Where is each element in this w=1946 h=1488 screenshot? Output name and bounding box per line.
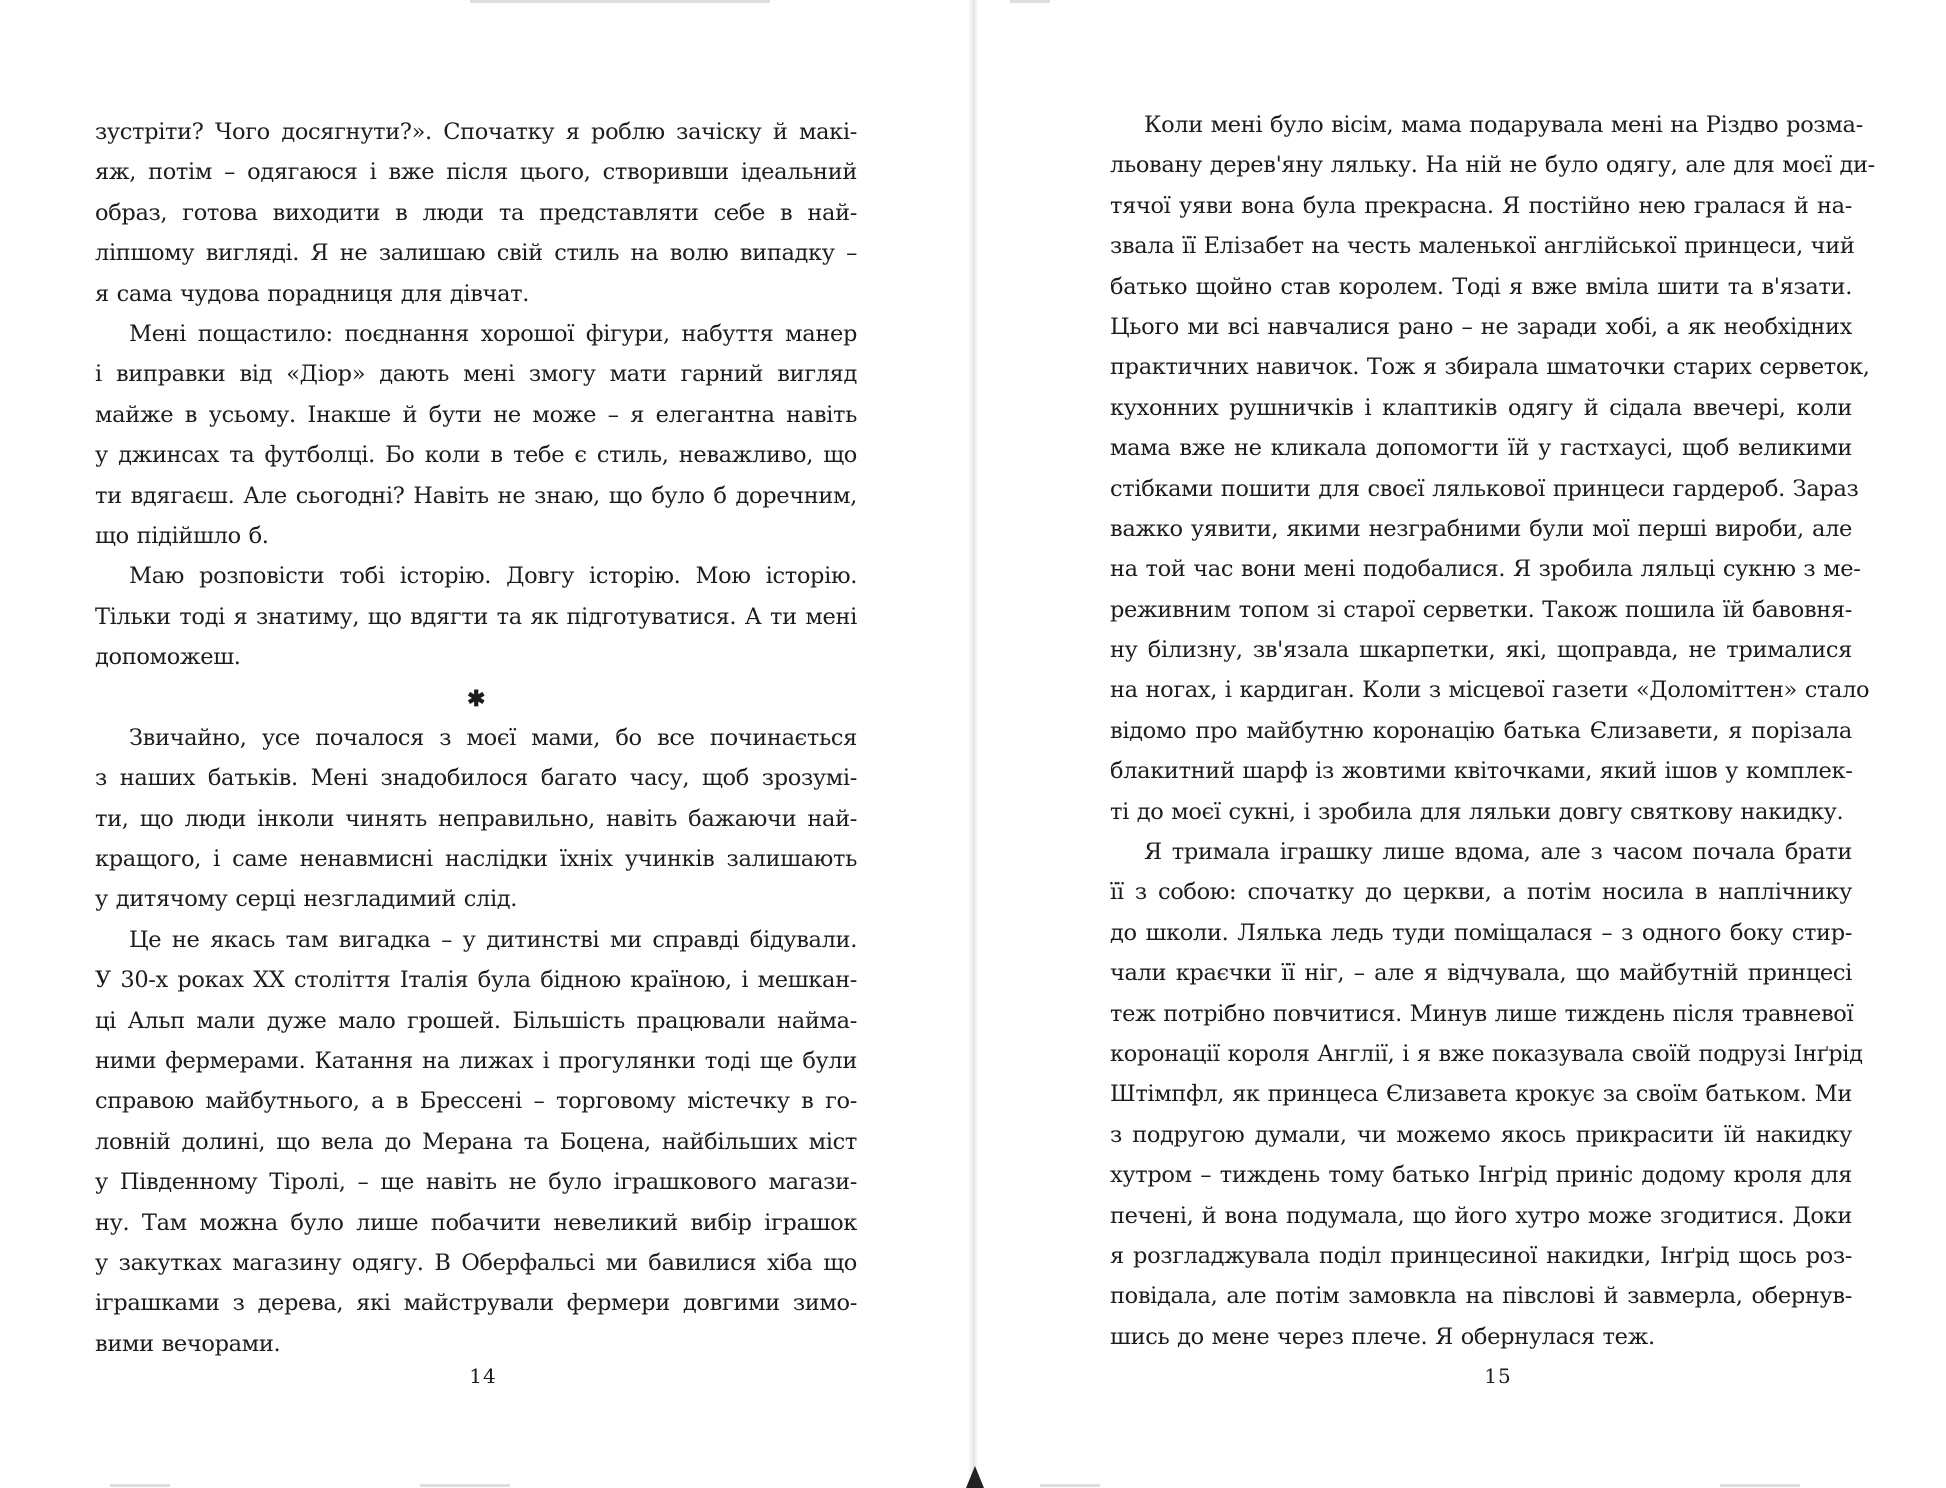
text-line: зустріти? Чого досягнути?». Спочатку я роблю зачіску й макі- [95,119,857,145]
text-line: і виправки від «Діор» дають мені змогу мати гарний вигляд [95,361,857,388]
text-line: льовану дерев'яну ляльку. На ній не було одягу, але для моєї ди- [1110,152,1875,179]
text-line: мама вже не кликала допомогти їй у гастхаусі, щоб великими [1110,435,1852,462]
text-line: образ, готова виходити в люди та представляти себе в най- [95,199,857,226]
text-line: у дитячому серці незгладимий слід. [95,886,518,913]
text-line: допоможеш. [95,644,241,671]
text-line: коронації короля Англії, і я вже показувала своїй подрузі Інґрід [1110,1040,1863,1067]
text-line: ліпшому вигляді. Я не залишаю свій стиль на волю випадку – [95,240,857,267]
page-edge-shadow [1040,1484,1100,1487]
text-line: важко уявити, якими незграбними були мої перші вироби, але [1110,515,1852,542]
book-gutter [968,0,978,1488]
text-line: шись до мене через плече. Я обернулася теж. [1110,1323,1655,1350]
text-line: її з собою: спочатку до церкви, а потім носила в наплічнику [1110,879,1852,906]
text-line: ну білизну, зв'язала шкарпетки, які, щоправда, не трималися [1110,637,1852,664]
text-line: ці Альп мали дуже мало грошей. Більшість працювали найма- [95,1007,857,1034]
text-line: ними фермерами. Катання на лижах і прогулянки тоді ще були [95,1047,857,1074]
text-line: звала її Елізабет на честь маленької англійської принцеси, чий [1110,233,1855,260]
text-line: печені, й вона подумала, що його хутро може згодитися. Доки [1110,1202,1852,1229]
text-line: з подругою думали, чи можемо якось прикрасити їй накидку [1110,1121,1852,1148]
text-line: відомо про майбутню коронацію батька Єлизавети, я порізала [1110,717,1852,744]
text-line: чали краєчки її ніг, – але я відчувала, що майбутній принцесі [1110,960,1852,987]
text-line: Мені пощастило: поєднання хорошої фігури, набуття манер [129,320,857,347]
left-page [95,0,857,1488]
text-line: практичних навичок. Тож я збирала шматочки старих серветок, [1110,354,1870,381]
right-page [1110,0,1875,1488]
text-line: справою майбутнього, а в Брессені – торговому містечку в го- [95,1088,857,1115]
page-number-left: 14 [469,1364,497,1388]
text-line: теж потрібно повчитися. Минув лише тиждень після травневої [1110,1000,1854,1027]
text-line: яж, потім – одягаюся і вже після цього, створивши ідеальний [95,159,857,186]
text-line: кухонних рушничків і клаптиків одягу й сідала ввечері, коли [1110,394,1852,421]
text-line: Коли мені було вісім, мама подарувала мені на Різдво розма- [1144,112,1863,138]
text-line: у закутках магазину одягу. В Оберфальсі ми бавилися хіба що [95,1249,857,1276]
text-line: що підійшло б. [95,522,269,549]
right-page-text [1110,105,1875,1357]
text-line: Маю розповісти тобі історію. Довгу історію. Мою історію. [129,563,857,590]
text-line: ти, що люди інколи чинять неправильно, навіть бажаючи най- [95,805,857,832]
text-line: я розгладжувала поділ принцесиної накидки, Інґрід щось роз- [1110,1242,1852,1269]
text-line: вими вечорами. [95,1330,281,1357]
left-page-text [95,112,857,1364]
text-line: я сама чудова порадниця для дівчат. [95,280,530,307]
text-line: Штімпфл, як принцеса Єлизавета крокує за своїм батьком. Ми [1110,1081,1852,1108]
text-line: на ногах, і кардиган. Коли з місцевої газети «Доломіттен» стало [1110,677,1870,704]
text-line: батько щойно став королем. Тоді я вже вміла шити та в'язати. [1110,273,1852,300]
text-line: Звичайно, усе почалося з моєї мами, бо все починається [129,724,857,751]
text-line: Я тримала іграшку лише вдома, але з часом почала брати [1144,839,1852,866]
text-line: у джинсах та футболці. Бо коли в тебе є стиль, неважливо, що [95,442,857,469]
text-line: до школи. Лялька ледь туди поміщалася – з одного боку стир- [1110,919,1852,946]
text-line: з наших батьків. Мені знадобилося багато часу, щоб зрозумі- [95,765,857,792]
binding-edge [966,1466,984,1488]
text-line: повідала, але потім замовкла на півслові й завмерла, обернув- [1110,1283,1852,1310]
section-separator-icon: ✱ [466,686,486,713]
text-line: ті до моєї сукні, і зробила для ляльки довгу святкову накидку. [1110,798,1844,825]
page-number-right: 15 [1484,1364,1512,1388]
text-line: стібками пошити для своєї лялькової принцеси гардероб. Зараз [1110,475,1859,502]
text-line: на той час вони мені подобалися. Я зробила ляльці сукню з ме- [1110,556,1861,583]
text-line: ну. Там можна було лише побачити невеликий вибір іграшок [95,1209,857,1236]
text-line: тячої уяви вона була прекрасна. Я постійно нею гралася й на- [1110,192,1852,219]
text-line: ти вдягаєш. Але сьогодні? Навіть не знаю, що було б доречним, [95,482,857,509]
text-line: блакитний шарф із жовтими квіточками, який ішов у комплек- [1110,758,1853,785]
page-edge-shadow [1010,0,1050,3]
text-line: іграшками з дерева, які майстрували фермери довгими зимо- [95,1290,857,1317]
text-line: Цього ми всі навчалися рано – не заради хобі, а як необхідних [1110,313,1852,340]
text-line: кращого, і саме ненавмисні наслідки їхніх учинків залишають [95,846,857,873]
text-line: реживним топом зі старої серветки. Також пошила їй бавовня- [1110,596,1852,623]
text-line: хутром – тиждень тому батько Інґрід приніс додому кроля для [1110,1162,1852,1189]
text-line: Тільки тоді я знатиму, що вдягти та як підготуватися. А ти мені [95,603,857,630]
text-line: у Південному Тіролі, – ще навіть не було іграшкового магази- [95,1169,857,1196]
text-line: Це не якась там вигадка – у дитинстві ми справді бідували. [129,926,857,953]
text-line: майже в усьому. Інакше й бути не може – я елегантна навіть [95,401,857,428]
text-line: ловній долині, що вела до Мерана та Боцена, найбільших міст [95,1128,857,1155]
text-line: У 30-х роках XX століття Італія була бідною країною, і мешкан- [95,967,857,994]
